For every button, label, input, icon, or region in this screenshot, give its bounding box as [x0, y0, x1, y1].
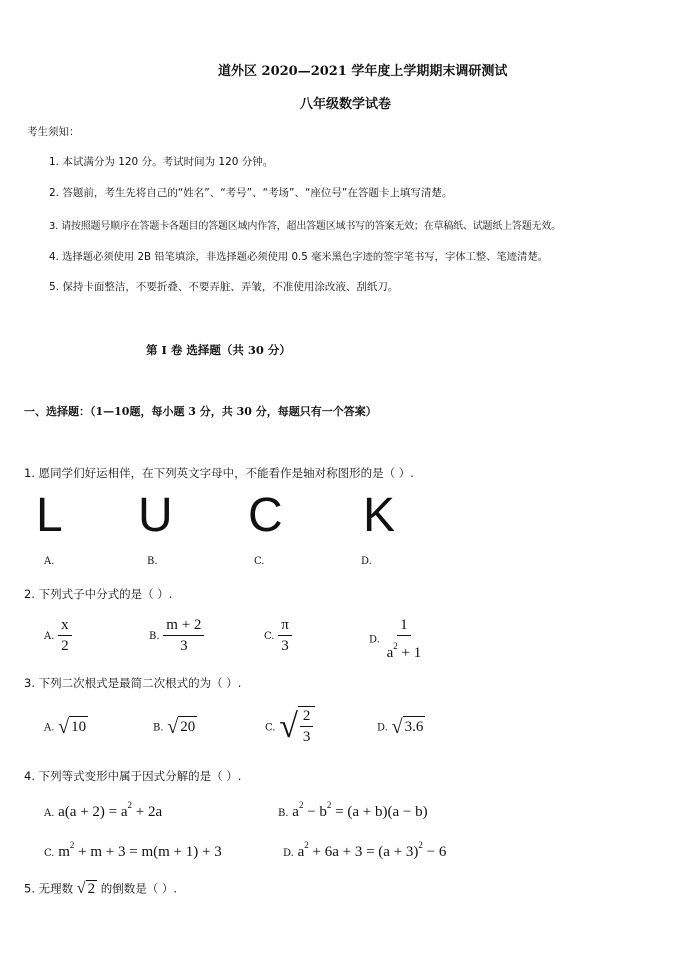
- q2-label-b: B.: [149, 630, 160, 642]
- q2-d-denominator: [384, 636, 425, 662]
- q2-fraction-c: [278, 616, 292, 655]
- q4-c-exp: 2: [69, 840, 75, 850]
- q4-label-a: A.: [44, 808, 55, 819]
- q3-option-d: [377, 716, 425, 738]
- q2-label-d: D.: [369, 634, 380, 646]
- q3-d-radicand: 3.6: [403, 716, 426, 738]
- exam-subtitle: 八年级数学试卷: [300, 97, 392, 112]
- q5-sqrt: [77, 880, 97, 898]
- q4-c-expr-1: m: [58, 844, 70, 860]
- q4-d-exp-2: 2: [418, 840, 423, 850]
- q4-d-expr-1: a: [297, 844, 305, 860]
- sqrt-icon: √: [279, 708, 298, 745]
- q3-b-radicand: 20: [178, 716, 197, 738]
- q2-d-den-exp: 2: [393, 641, 398, 651]
- exam-title: 道外区 2020—2021 学年度上学期期末调研测试: [218, 64, 508, 79]
- q3-a-radicand: 10: [69, 716, 88, 738]
- q2-label-a: A.: [44, 630, 55, 642]
- question-5: [24, 880, 177, 898]
- q1-letter-u: U: [138, 489, 173, 542]
- section-heading: 一、选择题：（1—10题，每小题 3 分，共 30 分，每题只有一个答案）: [24, 405, 377, 418]
- q1-label-d: D.: [361, 556, 372, 567]
- q1-label-b: B.: [147, 556, 158, 567]
- q2-fraction-b: [163, 616, 204, 655]
- q3-option-b: [153, 716, 197, 738]
- q4-d-expr-2: + 6a + 3 = (a + 3): [308, 844, 419, 860]
- q4-label-c: C.: [44, 848, 55, 859]
- q2-option-b: [149, 616, 204, 655]
- q2-b-denominator: 3: [180, 638, 188, 654]
- question-1: 1. 愿同学们好运相伴，在下列英文字母中，不能看作是轴对称图形的是（ ）.: [24, 466, 414, 480]
- q4-d-expr-3: − 6: [422, 844, 447, 860]
- q2-d-den-base: a: [386, 645, 394, 661]
- q3-label-a: A.: [44, 722, 55, 734]
- q5-text-after: 的倒数是（ ）.: [97, 881, 178, 896]
- sqrt-icon: √: [167, 716, 179, 738]
- q4-a-expr-1: a(a + 2) = a: [58, 804, 128, 820]
- sqrt-icon: √: [391, 716, 403, 738]
- notice-item-5: 5. 保持卡面整洁，不要折叠、不要弄脏、弄皱，不准使用涂改液、刮纸刀。: [49, 281, 399, 293]
- q2-b-numerator: m + 2: [163, 616, 204, 636]
- q2-a-numerator: x: [58, 616, 72, 636]
- q4-a-expr-2: + 2a: [132, 804, 163, 820]
- q4-b-expr-1: a: [292, 804, 299, 820]
- question-3: 3. 下列二次根式是最简二次根式的为（ ）.: [24, 676, 242, 690]
- sqrt-icon: √: [76, 880, 86, 897]
- notice-item-2: 2. 答题前，考生先将自己的“姓名”、“考号”、“考场”、“座位号”在答题卡上填写清楚。: [49, 187, 453, 199]
- notice-item-1: 1. 本试满分为 120 分。考试时间为 120 分钟。: [49, 156, 274, 168]
- notice-item-4: 4. 选择题必须使用 2B 铅笔填涂，非选择题必须使用 0.5 毫米黑色字迹的签字笔书写，字体工整、笔迹清楚。: [49, 251, 548, 263]
- q1-letter-k: K: [363, 489, 396, 542]
- sqrt-icon: √: [58, 716, 70, 738]
- q2-c-denominator: 3: [281, 638, 289, 654]
- q3-option-a: [44, 716, 88, 738]
- q4-option-b: [278, 800, 428, 821]
- q4-option-d: [283, 840, 446, 861]
- q3-sqrt-d: [392, 716, 426, 738]
- q4-c-expr-2: + m + 3 = m(m + 1) + 3: [74, 844, 222, 860]
- q1-label-a: A.: [44, 556, 55, 567]
- q3-c-radicand: [298, 706, 316, 748]
- q4-b-exp-1: 2: [298, 800, 304, 810]
- question-2: 2. 下列式子中分式的是（ ）.: [24, 587, 173, 601]
- q1-letter-c: C: [248, 489, 283, 542]
- q4-a-exp: 2: [127, 800, 133, 810]
- q3-label-c: C.: [265, 722, 276, 734]
- q4-option-c: [44, 840, 222, 861]
- q4-label-b: B.: [278, 808, 289, 819]
- q2-d-den-tail: + 1: [397, 645, 422, 661]
- q2-c-numerator: π: [278, 616, 292, 636]
- q4-d-exp-1: 2: [304, 840, 309, 850]
- q2-option-a: [44, 616, 72, 655]
- q4-b-expr-2: − b: [303, 804, 327, 820]
- q5-text-before: 5. 无理数: [24, 881, 77, 896]
- part1-title: 第 I 卷 选择题（共 30 分）: [146, 343, 291, 357]
- q2-fraction-a: [58, 616, 72, 655]
- notice-heading: 考生须知：: [27, 126, 80, 138]
- q3-c-fraction: [300, 707, 314, 746]
- q3-sqrt-a: [58, 716, 88, 738]
- q2-option-d: [369, 616, 424, 662]
- notice-item-3: 3. 请按照题号顺序在答题卡各题目的答题区域内作答，超出答题区域书写的答案无效；在草稿纸、试题纸上答题无效。: [49, 221, 561, 232]
- q4-b-expr-3: = (a + b)(a − b): [331, 804, 428, 820]
- q2-option-c: [264, 616, 292, 655]
- question-4: 4. 下列等式变形中属于因式分解的是（ ）.: [24, 769, 242, 783]
- q4-option-a: [44, 800, 162, 821]
- q3-c-denominator: 3: [302, 729, 311, 745]
- q3-label-d: D.: [377, 722, 388, 734]
- q3-sqrt-b: [167, 716, 197, 738]
- q1-label-c: C.: [254, 556, 265, 567]
- q2-d-numerator: 1: [397, 616, 411, 636]
- q3-option-c: [265, 706, 315, 748]
- q3-label-b: B.: [153, 722, 164, 734]
- q4-label-d: D.: [283, 848, 294, 859]
- q3-sqrt-c: [279, 706, 315, 748]
- q2-a-denominator: 2: [61, 638, 69, 654]
- q2-fraction-d: [384, 616, 425, 662]
- q5-radicand: 2: [87, 881, 96, 897]
- q4-b-exp-2: 2: [326, 800, 332, 810]
- q3-c-numerator: 2: [300, 707, 314, 727]
- q2-label-c: C.: [264, 630, 275, 642]
- q1-letter-l: L: [36, 489, 63, 542]
